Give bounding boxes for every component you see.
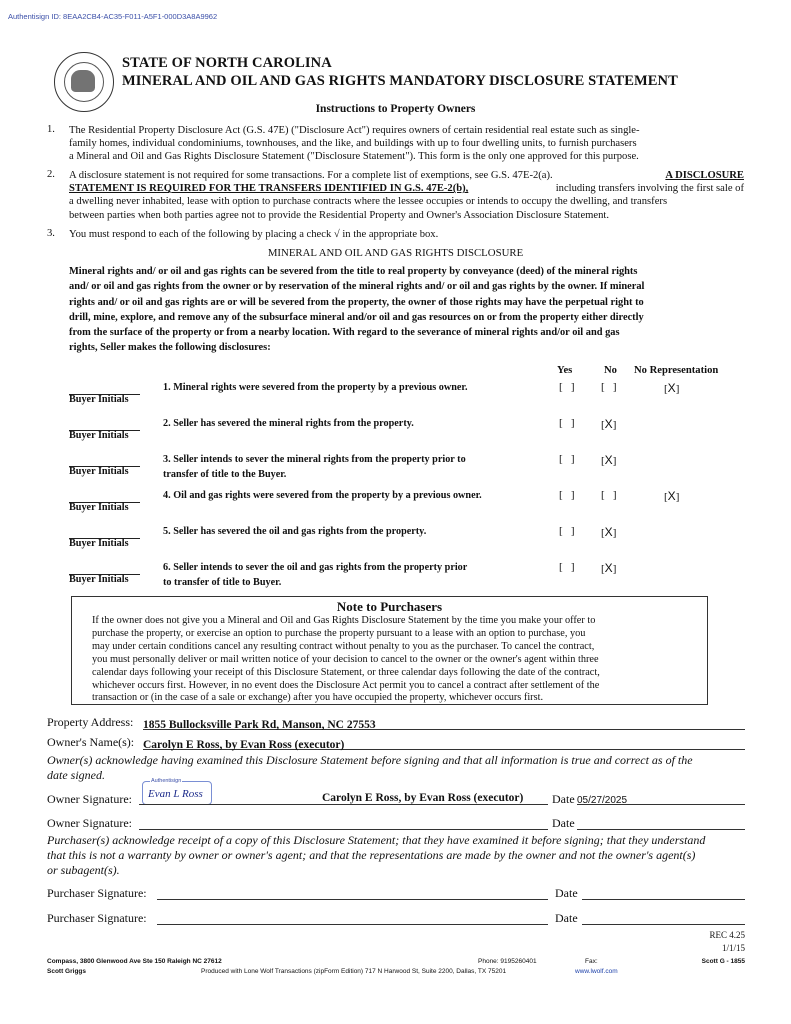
check-mark: X: [604, 417, 613, 431]
text-line: If the owner does not give you a Mineral and Oil and Gas Rights Disclosure Statement by the time you make your offer to: [92, 615, 596, 626]
footer-doc-id: Scott G - 1855: [701, 958, 745, 965]
checkbox-no[interactable]: [ ]: [601, 381, 617, 393]
bracket: ]: [612, 527, 617, 539]
question-text: [163, 561, 467, 590]
question-text: [163, 381, 468, 396]
bracket: [: [664, 491, 668, 503]
text-line: rights, Seller makes the following disclosures:: [69, 342, 271, 354]
checkbox-yes[interactable]: [ ]: [559, 381, 575, 393]
question-line: 2. Seller has severed the mineral rights from the property.: [163, 418, 414, 429]
check-mark: X: [667, 381, 676, 395]
checkbox-no-representation[interactable]: [664, 381, 679, 395]
purchaser-signature-2-field[interactable]: [157, 911, 548, 925]
text-line: a dwelling never inhabited, lease with option to purchase contracts where the lessee occupies or intends to occupy the dwelling, and transfers: [69, 196, 668, 208]
buyer-initials-label: Buyer Initials: [69, 502, 129, 513]
date-label: Date: [552, 816, 575, 830]
footer-phone: Phone: 9195260401: [478, 958, 537, 965]
text-line: rights and/ or oil and gas rights are or will be severed from the property, the owner of those rights may have the perpetual right to: [69, 296, 644, 308]
text-line: date signed.: [47, 768, 105, 782]
bracket: ]: [612, 455, 617, 467]
header-title: MINERAL AND OIL AND GAS RIGHTS MANDATORY DISCLOSURE STATEMENT: [122, 73, 678, 89]
note-to-purchasers: [71, 596, 708, 705]
owner-signature-line: [139, 804, 548, 805]
column-no: No: [604, 365, 617, 376]
checkbox-no[interactable]: [601, 561, 616, 575]
authentisign-id: Authentisign ID: 8EAA2CB4-AC35-F011-A5F1-000D3A8A9962: [8, 12, 218, 21]
question-line: 3. Seller intends to sever the mineral rights from the property prior to: [163, 454, 466, 465]
instruction-item-1: [69, 124, 744, 164]
checkbox-yes[interactable]: [ ]: [559, 453, 575, 465]
bracket: ]: [675, 491, 680, 503]
property-address-field[interactable]: [143, 715, 745, 730]
owner-signature-image: Evan L Ross: [148, 788, 203, 800]
purchaser-signature-label-2: Purchaser Signature:: [47, 911, 147, 925]
owner-date-field[interactable]: [577, 790, 745, 805]
question-text: [163, 489, 482, 504]
date-label: Date: [552, 792, 575, 806]
text-line: Owner(s) acknowledge having examined this Disclosure Statement before signing and that all information is true and correct as of the: [47, 753, 693, 767]
text-line: and/ or oil and gas rights from the owner or by reservation of the mineral rights and/ or oil and gas rights by the owner. If mineral: [69, 281, 645, 293]
owner-signature-label: Owner Signature:: [47, 792, 132, 806]
header-state: STATE OF NORTH CAROLINA: [122, 55, 332, 71]
authentisign-tag: Authentisign: [151, 778, 182, 784]
bracket: [: [601, 455, 605, 467]
text-line: including transfers involving the first sale of: [555, 183, 744, 195]
note-body: [92, 615, 687, 705]
question-line: 4. Oil and gas rights were severed from the property by a previous owner.: [163, 490, 482, 501]
bracket: [: [601, 527, 605, 539]
question-line: 6. Seller intends to sever the oil and gas rights from the property prior: [163, 562, 468, 573]
bracket: [: [601, 563, 605, 575]
check-mark: X: [667, 489, 676, 503]
question-line: to transfer of title to Buyer.: [163, 576, 282, 588]
bracket: [: [664, 383, 668, 395]
footer-fax: Fax:: [585, 958, 598, 965]
instructions-heading: Instructions to Property Owners: [315, 103, 476, 115]
checkbox-yes[interactable]: [ ]: [559, 489, 575, 501]
checkbox-no[interactable]: [601, 417, 616, 431]
text-line: whichever occurs first. However, in no event does the Disclosure Act permit you to cancel a contract after settlement of the: [92, 679, 600, 691]
question-text: [163, 453, 466, 482]
purchaser-signature-label: Purchaser Signature:: [47, 886, 147, 900]
disclosure-required-text: A DISCLOSURE: [665, 170, 744, 181]
text-line: may under certain conditions cancel any resulting contract without penalty to you as the purchaser. To cancel the contract,: [92, 640, 595, 652]
check-mark: X: [604, 453, 613, 467]
checkbox-yes[interactable]: [ ]: [559, 417, 575, 429]
text-line: Purchaser(s) acknowledge receipt of a copy of this Disclosure Statement; that they have examined it before signing; that they understand: [47, 833, 706, 847]
text-line: calendar days following your receipt of this Disclosure Statement, or three calendar days following the date of the contract,: [92, 666, 600, 678]
buyer-initials-label: Buyer Initials: [69, 466, 129, 477]
owner-signature-2-field[interactable]: [139, 816, 548, 830]
text-line: that this is not a warranty by owner or owner's agent; and that the representations are made by the owner and not the owner's agent(s): [47, 848, 696, 862]
text-line: between parties when both parties agree not to provide the Residential Property and Owner's Association Disclosure Statement.: [69, 209, 609, 221]
text-line: family homes, individual condominiums, townhouses, and the like, and buildings with up to four dwelling units, to furnish purchasers: [69, 138, 637, 150]
buyer-initials-label: Buyer Initials: [69, 538, 129, 549]
check-mark: X: [604, 561, 613, 575]
owner-name-label: Owner's Name(s):: [47, 735, 135, 749]
text-line: Mineral rights and/ or oil and gas rights can be severed from the title to real property by conveyance (deed) of the mineral rights: [69, 266, 638, 277]
purchaser-acknowledgement: [47, 833, 745, 878]
owner-signature-name: Carolyn E Ross, by Evan Ross (executor): [322, 792, 524, 804]
owner-name-value: Carolyn E Ross, by Evan Ross (executor): [143, 739, 345, 751]
buyer-initials-label: Buyer Initials: [69, 574, 129, 585]
bracket: ]: [612, 563, 617, 575]
item-number: 3.: [47, 228, 55, 239]
instruction-item-3: You must respond to each of the following by placing a check √ in the appropriate box.: [69, 229, 439, 240]
form-date: 1/1/15: [721, 943, 745, 953]
text-line: purchase the property, or exercise an option to purchase the property pursuant to a lease with an option to purchase, you: [92, 627, 586, 639]
column-no-representation: No Representation: [634, 365, 719, 376]
footer-agent: Scott Griggs: [47, 968, 87, 975]
checkbox-no[interactable]: [601, 525, 616, 539]
form-number: REC 4.25: [709, 930, 745, 940]
bracket: ]: [675, 383, 680, 395]
question-text: [163, 525, 426, 540]
text-line: a Mineral and Oil and Gas Rights Disclosure Statement ("Disclosure Statement"). This form is the only one approved for this purpose.: [69, 151, 639, 163]
item-number: 2.: [47, 169, 55, 180]
property-address-label: Property Address:: [47, 715, 134, 729]
date-label: Date: [555, 911, 578, 925]
text-line: or subagent(s).: [47, 863, 120, 877]
bracket: ]: [612, 419, 617, 431]
owner-date-value: 05/27/2025: [577, 795, 628, 806]
footer-link[interactable]: www.lwolf.com: [575, 968, 618, 975]
bracket: [: [601, 419, 605, 431]
question-line: 1. Mineral rights were severed from the property by a previous owner.: [163, 382, 468, 393]
text-line: from the surface of the property or from a nearby location. With regard to the severance of mineral rights and/or oil and gas: [69, 327, 620, 339]
checkbox-yes[interactable]: [ ]: [559, 561, 575, 573]
text-line: transaction or (in the case of a sale or exchange) after you have occupied the property, whichever occurs first.: [92, 692, 544, 704]
question-line: 5. Seller has severed the oil and gas rights from the property.: [163, 526, 427, 537]
owner-date-2-field[interactable]: [577, 816, 745, 830]
item-number: 1.: [47, 124, 55, 135]
property-address-value: 1855 Bullocksville Park Rd, Manson, NC 27553: [143, 719, 376, 731]
checkbox-no-representation[interactable]: [664, 489, 679, 503]
disclosure-heading: MINERAL AND OIL AND GAS RIGHTS DISCLOSURE: [267, 247, 524, 259]
question-line: transfer of title to the Buyer.: [163, 468, 287, 480]
purchaser-signature-1-field[interactable]: [157, 886, 548, 900]
footer-produced: Produced with Lone Wolf Transactions (zipForm Edition) 717 N Harwood St, Suite 2200, Dallas, TX 75201: [201, 968, 507, 975]
disclosure-intro: [69, 264, 728, 356]
disclosure-required-text: STATEMENT IS REQUIRED FOR THE TRANSFERS IDENTIFIED IN G.S. 47E-2(b),: [69, 183, 469, 195]
date-label: Date: [555, 886, 578, 900]
checkbox-yes[interactable]: [ ]: [559, 525, 575, 537]
purchaser-date-2-field[interactable]: [582, 911, 745, 925]
purchaser-date-1-field[interactable]: [582, 886, 745, 900]
check-mark: X: [604, 525, 613, 539]
text-line: A disclosure statement is not required for some transactions. For a complete list of exemptions, see G.S. 47E-2(a).: [69, 170, 553, 181]
checkbox-no[interactable]: [601, 453, 616, 467]
checkbox-no[interactable]: [ ]: [601, 489, 617, 501]
instruction-item-2: [69, 169, 744, 222]
owner-name-field[interactable]: [143, 735, 745, 750]
question-text: [163, 417, 414, 432]
text-line: The Residential Property Disclosure Act (G.S. 47E) ("Disclosure Act") requires owners of certain residential real estate such as single-: [69, 125, 640, 136]
owner-signature-label-2: Owner Signature:: [47, 816, 132, 830]
footer-company: Compass, 3800 Glenwood Ave Ste 150 Raleigh NC 27612: [47, 958, 222, 965]
buyer-initials-label: Buyer Initials: [69, 430, 129, 441]
buyer-initials-label: Buyer Initials: [69, 394, 129, 405]
text-line: drill, mine, explore, and remove any of the subsurface mineral and/or oil and gas resources on or from the property either directly: [69, 311, 644, 323]
note-title: Note to Purchasers: [336, 599, 443, 614]
text-line: you must personally deliver or mail written notice of your decision to cancel to the owner or the owner's agent within three: [92, 653, 599, 665]
column-yes: Yes: [557, 365, 573, 376]
